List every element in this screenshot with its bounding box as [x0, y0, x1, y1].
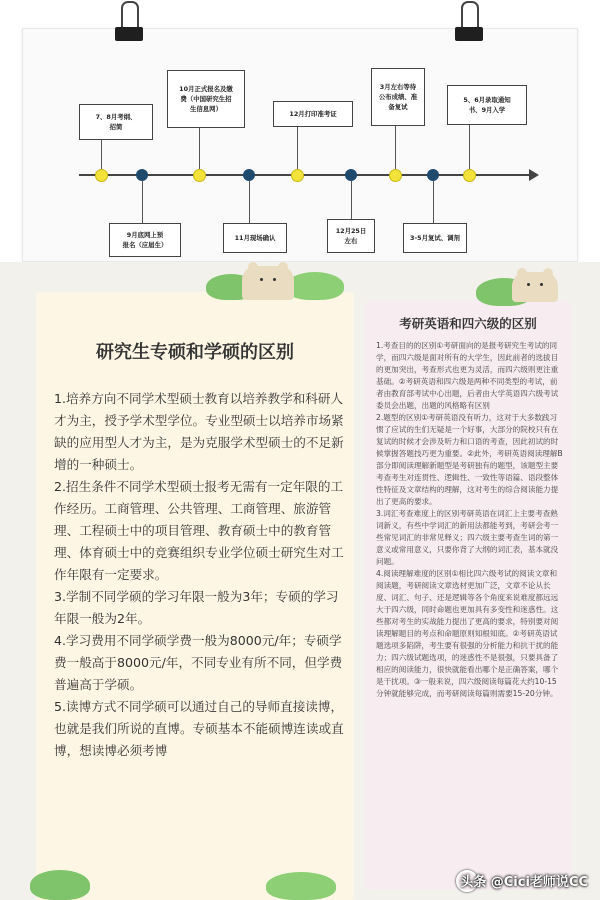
- leaf-decoration: [30, 870, 90, 900]
- left-paragraph: 2.招生条件不同学术型硕士报考无需有一定年限的工作经历。工商管理、公共管理、工商管理、旅游管理、工程硕士中的项目管理、教育硕士中的教育管理、体育硕士中的竞赛组织专业学位硕士研究生对工作年限有一定要求。: [54, 479, 344, 582]
- leaf-decoration: [266, 872, 336, 900]
- binder-clip-left: [115, 1, 143, 41]
- timeline-dot: [427, 169, 439, 181]
- timeline-event-bottom: 12月25日 左右: [327, 219, 375, 253]
- left-title: 研究生专硕和学硕的区别: [96, 342, 294, 363]
- left-body: [54, 388, 346, 762]
- left-paragraph: 1.培养方向不同学术型硕士教育以培养教学和科研人才为主，授予学术型学位。专业型硕士以培养市场紧缺的应用型人才为主，是为克服学术型硕士的不足新增的一种硕士。: [54, 391, 344, 472]
- timeline-dot: [345, 169, 357, 181]
- right-title: 考研英语和四六级的区别: [399, 316, 537, 331]
- right-paragraph: 3.词汇考查难度上的区别考研英语在词汇上主要考查熟词新义，有些中学词汇的新用法都能考到，考研会考一些常见词汇的非常见释义；四六级主要考查生词的第一意义或常用意义，只要你背了大纲的词汇表，基本就没问题。: [376, 509, 559, 566]
- left-panel: [36, 292, 354, 900]
- right-paragraph: 1.考查目的的区别①考研面向的是报考研究生考试的同学，而四六级是面对所有的大学生，因此前者的选拔目的更加突出，考查形式也更为灵活，而四六级则更注重基础。②考研英语和四六级是两种不同类型的考试，前者由教育部考试中心出题，后者由大学英语四六级考试委员会出题，出题的风格略有区别: [376, 341, 559, 410]
- timeline-event-bottom: 11月现场确认: [223, 223, 287, 253]
- timeline-arrow: [529, 169, 539, 181]
- right-paragraph: 2.题型的区别①考研英语没有听力，这对于大多数践习惯了应试的生们无疑是一个好事，大部分的院校只有在复试的时候才会涉及听力和口语的考查，因此初试的时候掌握答题技巧更为重要。②此外，考研英语阅读理解B部分即阅读理解新题型是考研独有的题型，该题型主要考查考生对连贯性、逻辑性、一致性等语篇、语段整体性特征及文章结构的理解，这对考生的综合阅读能力提出了更高的要求。: [376, 413, 563, 506]
- timeline-dot: [389, 169, 402, 182]
- leaf-decoration: [286, 272, 344, 300]
- right-paragraph: 4.阅读理解难度的区别①相比四六级考试的阅读文章和阅读题，考研阅读文章选材更加广泛，文章不论从长度、词汇、句子、还是逻辑等各个角度来说难度都远远大于四六级，同时命题也更加具有多变性和迷惑性。这些都对考生的实战能力提出了更高的要求，特别要对阅读理解题目的考点和命题原则知根知底。②考研英语试题选项多陷阱，考生要有很强的分析能力和抗干扰的能力；四六级试题选项，的迷惑性不是很强，只要具备了相应的阅读能力，很快就能看出哪个是正确答案，哪个是干扰项。③一般来说，四六级阅读每篇花大约10-15分钟就能够完成，而考研阅读每篇则需要15-20分钟。: [376, 569, 559, 698]
- timeline-event-top: 3月左右等待 公布成绩、准 备复试: [371, 68, 425, 126]
- timeline-dot: [463, 169, 476, 182]
- timeline-dot: [193, 169, 206, 182]
- timeline-dot: [291, 169, 304, 182]
- left-paragraph: 3.学制不同学硕的学习年限一般为3年；专硕的学习年限一般为2年。: [54, 589, 339, 626]
- timeline-event-bottom: 3-5月复试、调剂: [403, 223, 467, 253]
- watermark: 头条 @Cici老师说CC: [460, 875, 588, 890]
- timeline-event-top: 12月打印准考证: [273, 101, 353, 127]
- timeline-event-top: 7、8月考纲、 招简: [79, 104, 153, 140]
- timeline-dot: [95, 169, 108, 182]
- bear-mascot-icon: [242, 266, 294, 300]
- left-paragraph: 5.读博方式不同学硕可以通过自己的导师直接读博，也就是我们所说的直博。专硕基本不能硕博连读或直博，想读博必须考博: [54, 699, 344, 758]
- timeline-event-top: 10月正式报名及缴 费（中国研究生招 生信息网）: [167, 70, 245, 128]
- timeline-event-top: 5、6月录取通知 书、9月入学: [447, 85, 527, 125]
- right-panel: [364, 300, 572, 890]
- timeline-dot: [243, 169, 255, 181]
- bear-mascot-icon: [512, 272, 558, 302]
- timeline-event-bottom: 9月底网上预 报名（应届生）: [109, 223, 181, 257]
- timeline-card: [22, 28, 578, 262]
- binder-clip-right: [455, 1, 483, 41]
- timeline-dot: [136, 169, 148, 181]
- right-body: [376, 340, 564, 700]
- left-paragraph: 4.学习费用不同学硕学费一般为8000元/年；专硕学费一般高于8000元/年，不同专业有所不同，但学费普遍高于学硕。: [54, 633, 343, 692]
